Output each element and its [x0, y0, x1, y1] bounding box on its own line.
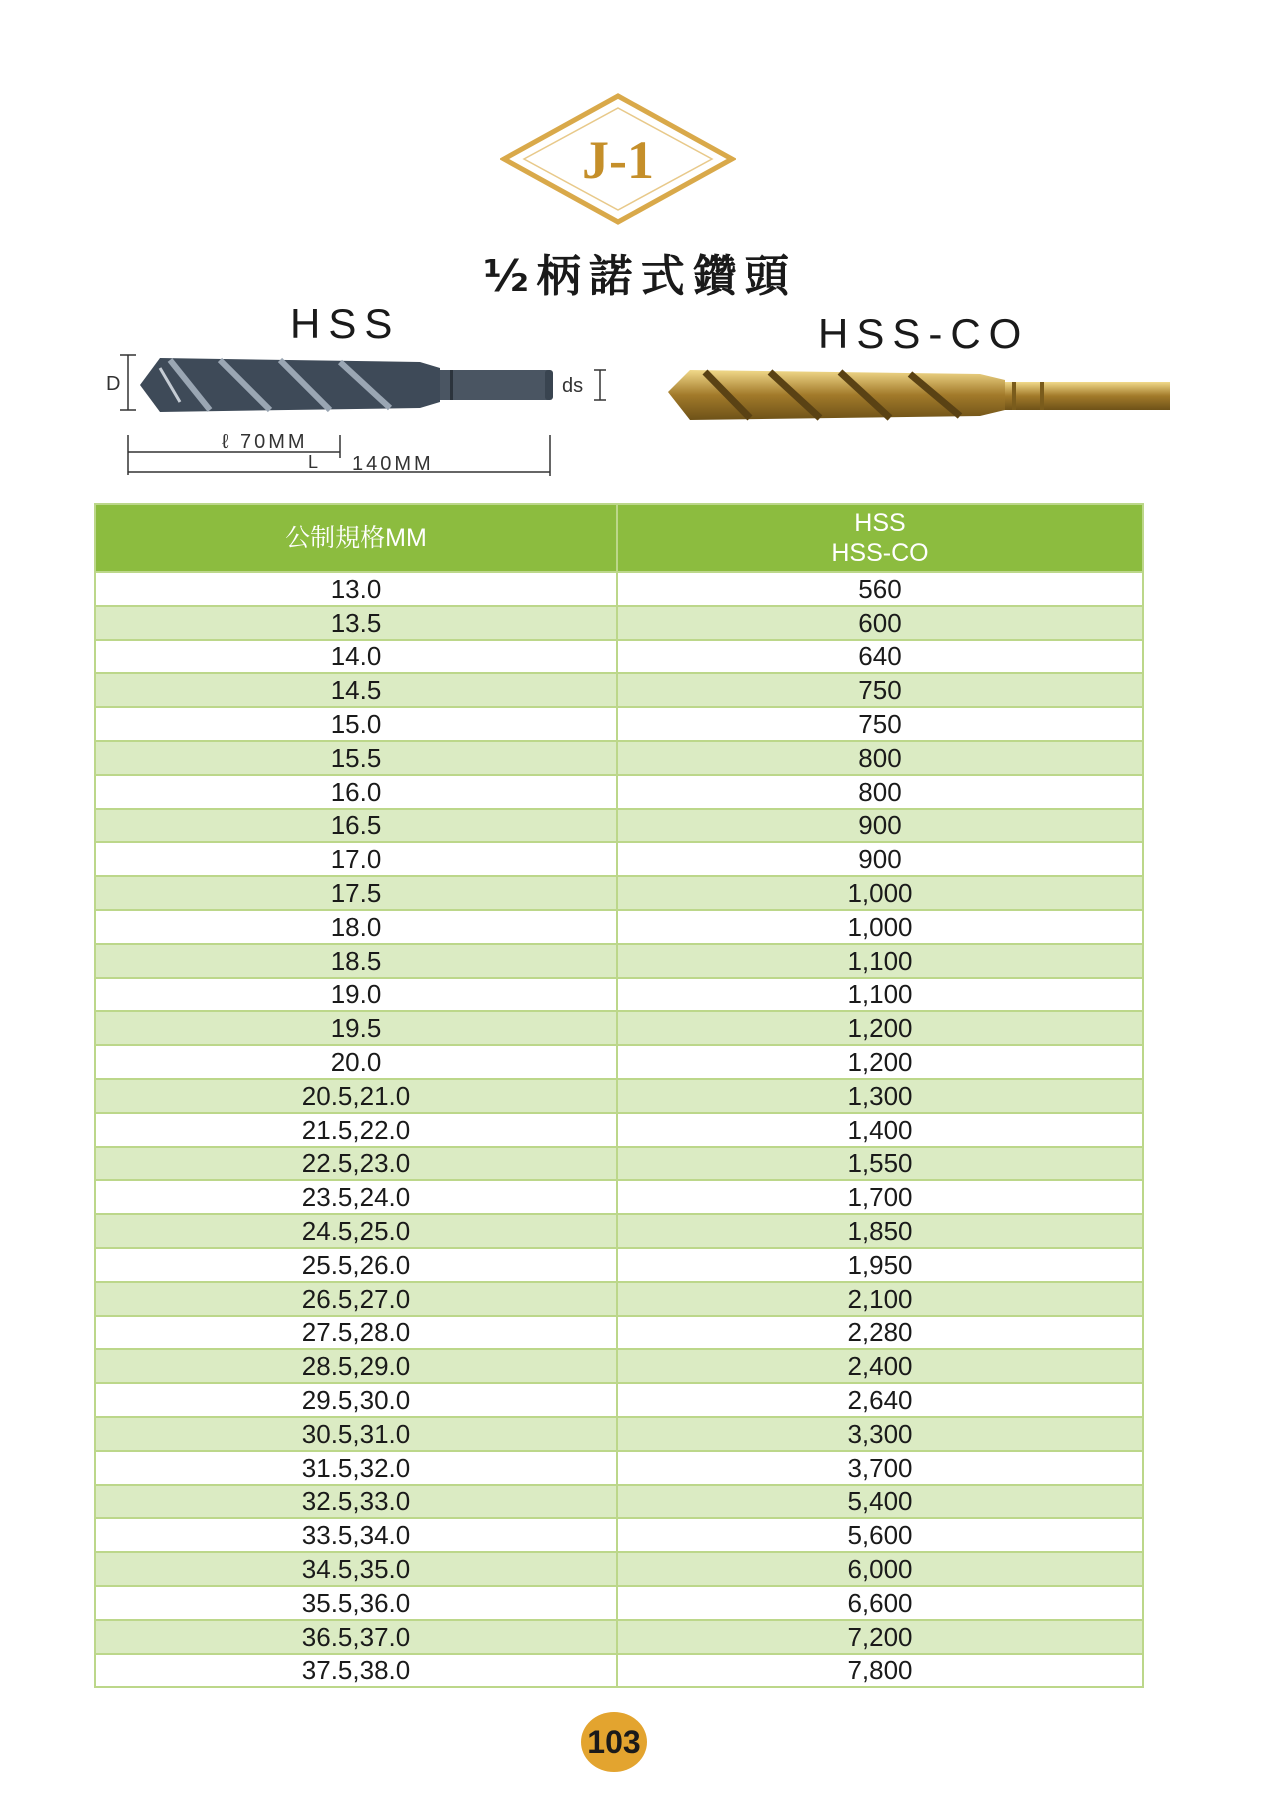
- size-cell: 24.5,25.0: [95, 1214, 617, 1248]
- table-row: [95, 606, 1143, 640]
- table-row: [95, 1147, 1143, 1181]
- size-cell: 17.0: [95, 842, 617, 876]
- table-row: [95, 978, 1143, 1012]
- price-cell: 1,000: [617, 876, 1143, 910]
- table-row: [95, 1214, 1143, 1248]
- price-cell: 640: [617, 640, 1143, 674]
- size-cell: 33.5,34.0: [95, 1518, 617, 1552]
- price-cell: 800: [617, 741, 1143, 775]
- page-subtitle: ½柄諾式鑽頭: [483, 251, 797, 302]
- table-row: [95, 1282, 1143, 1316]
- table-row: [95, 673, 1143, 707]
- table-row: [95, 775, 1143, 809]
- table-row: [95, 809, 1143, 843]
- price-cell: 6,000: [617, 1552, 1143, 1586]
- size-cell: 20.0: [95, 1045, 617, 1079]
- header-size: 公制規格MM: [95, 504, 617, 572]
- size-cell: 19.5: [95, 1011, 617, 1045]
- table-row: [95, 1417, 1143, 1451]
- j1-logo: [500, 92, 736, 226]
- size-cell: 35.5,36.0: [95, 1586, 617, 1620]
- logo-text: J-1: [582, 130, 654, 190]
- table-row: [95, 1248, 1143, 1282]
- price-cell: 2,280: [617, 1316, 1143, 1350]
- table-row: [95, 842, 1143, 876]
- size-cell: 21.5,22.0: [95, 1113, 617, 1147]
- size-cell: 27.5,28.0: [95, 1316, 617, 1350]
- price-cell: 1,400: [617, 1113, 1143, 1147]
- price-cell: 750: [617, 707, 1143, 741]
- price-cell: 1,000: [617, 910, 1143, 944]
- price-cell: 7,800: [617, 1654, 1143, 1688]
- size-cell: 32.5,33.0: [95, 1485, 617, 1519]
- price-table: [94, 503, 1144, 1688]
- table-row: [95, 1349, 1143, 1383]
- price-cell: 1,200: [617, 1011, 1143, 1045]
- hss-label: HSS: [290, 300, 401, 347]
- table-row: [95, 1620, 1143, 1654]
- size-cell: 23.5,24.0: [95, 1180, 617, 1214]
- table-body: [95, 572, 1143, 1687]
- price-cell: 7,200: [617, 1620, 1143, 1654]
- price-cell: 1,700: [617, 1180, 1143, 1214]
- price-cell: 5,400: [617, 1485, 1143, 1519]
- size-cell: 36.5,37.0: [95, 1620, 617, 1654]
- table-row: [95, 1586, 1143, 1620]
- price-cell: 2,640: [617, 1383, 1143, 1417]
- size-cell: 30.5,31.0: [95, 1417, 617, 1451]
- table-row: [95, 1045, 1143, 1079]
- table-row: [95, 1180, 1143, 1214]
- header-price-line2: HSS-CO: [831, 539, 929, 567]
- size-cell: 22.5,23.0: [95, 1147, 617, 1181]
- price-cell: 560: [617, 572, 1143, 606]
- table-row: [95, 640, 1143, 674]
- size-cell: 13.5: [95, 606, 617, 640]
- price-cell: 2,400: [617, 1349, 1143, 1383]
- size-cell: 14.0: [95, 640, 617, 674]
- price-cell: 1,550: [617, 1147, 1143, 1181]
- ds-label: ds: [562, 375, 584, 397]
- size-cell: 14.5: [95, 673, 617, 707]
- header-price-line1: HSS: [854, 509, 906, 537]
- table-row: [95, 876, 1143, 910]
- size-cell: 17.5: [95, 876, 617, 910]
- table-row: [95, 944, 1143, 978]
- size-cell: 16.5: [95, 809, 617, 843]
- header-price: [617, 504, 1143, 572]
- size-cell: 25.5,26.0: [95, 1248, 617, 1282]
- l-big-label: L: [308, 452, 319, 472]
- table-row: [95, 707, 1143, 741]
- price-cell: 1,200: [617, 1045, 1143, 1079]
- hss-drill-diagram: [100, 340, 620, 480]
- l-total-label: 140MM: [352, 453, 434, 475]
- table-row: [95, 1383, 1143, 1417]
- size-cell: 26.5,27.0: [95, 1282, 617, 1316]
- table-row: [95, 910, 1143, 944]
- table-row: [95, 1654, 1143, 1688]
- table-row: [95, 1113, 1143, 1147]
- price-table-container: [94, 503, 1144, 1688]
- price-cell: 900: [617, 809, 1143, 843]
- price-cell: 1,100: [617, 944, 1143, 978]
- table-row: [95, 1316, 1143, 1350]
- price-cell: 900: [617, 842, 1143, 876]
- table-row: [95, 572, 1143, 606]
- price-cell: 1,100: [617, 978, 1143, 1012]
- table-row: [95, 1552, 1143, 1586]
- price-cell: 6,600: [617, 1586, 1143, 1620]
- hss-co-label: HSS-CO: [818, 310, 1030, 357]
- d-label: D: [106, 373, 121, 395]
- table-row: [95, 1011, 1143, 1045]
- size-cell: 28.5,29.0: [95, 1349, 617, 1383]
- page-number: 103: [581, 1712, 647, 1772]
- size-cell: 16.0: [95, 775, 617, 809]
- table-row: [95, 1485, 1143, 1519]
- size-cell: 34.5,35.0: [95, 1552, 617, 1586]
- price-cell: 2,100: [617, 1282, 1143, 1316]
- size-cell: 20.5,21.0: [95, 1079, 617, 1113]
- price-cell: 1,850: [617, 1214, 1143, 1248]
- price-cell: 1,300: [617, 1079, 1143, 1113]
- size-cell: 15.0: [95, 707, 617, 741]
- table-header-row: [95, 504, 1143, 572]
- size-cell: 19.0: [95, 978, 617, 1012]
- size-cell: 18.0: [95, 910, 617, 944]
- price-cell: 5,600: [617, 1518, 1143, 1552]
- hss-co-drill-image: [660, 360, 1180, 430]
- table-row: [95, 1451, 1143, 1485]
- table-row: [95, 1518, 1143, 1552]
- size-cell: 31.5,32.0: [95, 1451, 617, 1485]
- size-cell: 13.0: [95, 572, 617, 606]
- price-cell: 800: [617, 775, 1143, 809]
- price-cell: 600: [617, 606, 1143, 640]
- price-cell: 3,700: [617, 1451, 1143, 1485]
- price-cell: 750: [617, 673, 1143, 707]
- price-cell: 3,300: [617, 1417, 1143, 1451]
- size-cell: 37.5,38.0: [95, 1654, 617, 1688]
- size-cell: 29.5,30.0: [95, 1383, 617, 1417]
- size-cell: 18.5: [95, 944, 617, 978]
- price-cell: 1,950: [617, 1248, 1143, 1282]
- l-small-label: ℓ 70MM: [222, 431, 308, 453]
- table-row: [95, 741, 1143, 775]
- table-row: [95, 1079, 1143, 1113]
- size-cell: 15.5: [95, 741, 617, 775]
